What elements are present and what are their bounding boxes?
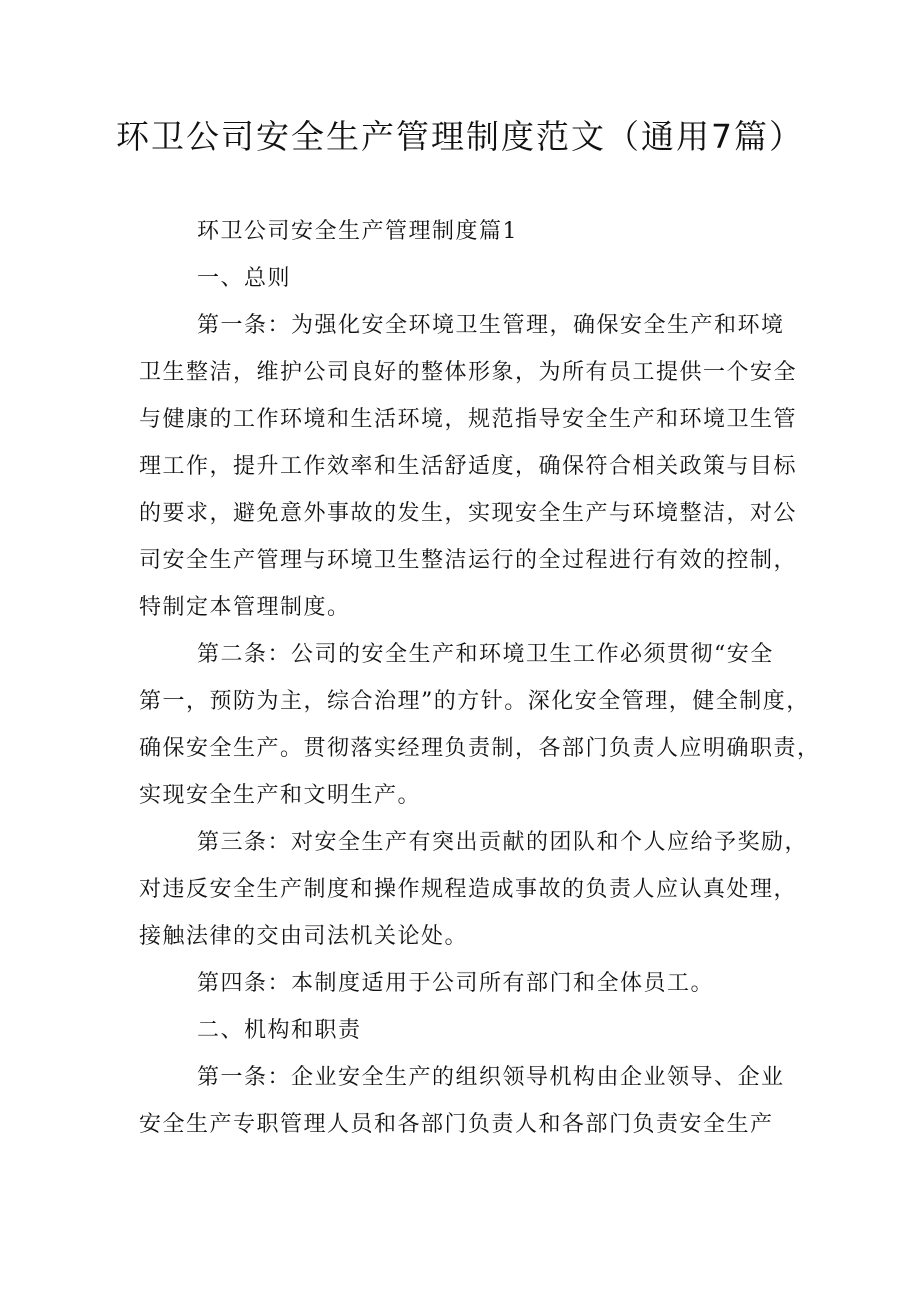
paragraph-line: 特制定本管理制度。 — [139, 595, 351, 620]
chapter-heading: 一、总则 — [197, 266, 292, 291]
paragraph-line: 实现安全生产和文明生产。 — [139, 783, 422, 808]
paragraph-line: 对违反安全生产制度和操作规程造成事故的负责人应认真处理， — [139, 877, 798, 902]
paragraph-line: 第三条：对安全生产有突出贡献的团队和个人应给予奖励， — [197, 830, 809, 855]
paragraph-line: 理工作，提升工作效率和生活舒适度，确保符合相关政策与目标 — [139, 454, 798, 479]
paragraph-line: 第一条：企业安全生产的组织领导机构由企业领导、企业 — [197, 1065, 785, 1090]
chapter-heading: 二、机构和职责 — [197, 1018, 362, 1043]
paragraph-line: 司安全生产管理与环境卫生整洁运行的全过程进行有效的控制， — [139, 548, 798, 573]
paragraph-line: 卫生整洁，维护公司良好的整体形象，为所有员工提供一个安全 — [139, 360, 798, 385]
paragraph-line: 第四条：本制度适用于公司所有部门和全体员工。 — [197, 971, 715, 996]
paragraph-line: 的要求，避免意外事故的发生，实现安全生产与环境整洁，对公 — [139, 501, 798, 526]
paragraph-line: 第一，预防为主，综合治理”的方针。深化安全管理，健全制度， — [139, 689, 810, 714]
paragraph-line: 确保安全生产。贯彻落实经理负责制，各部门负责人应明确职责， — [139, 736, 821, 761]
paragraph-line: 第二条：公司的安全生产和环境卫生工作必须贯彻“安全 — [197, 642, 774, 667]
paragraph-line: 与健康的工作环境和生活环境，规范指导安全生产和环境卫生管 — [139, 407, 798, 432]
paragraph-line: 第一条：为强化安全环境卫生管理，确保安全生产和环境 — [197, 313, 785, 338]
paragraph-line: 接触法律的交由司法机关论处。 — [139, 924, 469, 949]
section-heading: 环卫公司安全生产管理制度篇1 — [197, 219, 518, 244]
paragraph-line: 安全生产专职管理人员和各部门负责人和各部门负责安全生产 — [139, 1112, 774, 1137]
document-title: 环卫公司安全生产管理制度范文（通用7篇） — [116, 117, 804, 156]
document-body — [139, 208, 821, 1148]
